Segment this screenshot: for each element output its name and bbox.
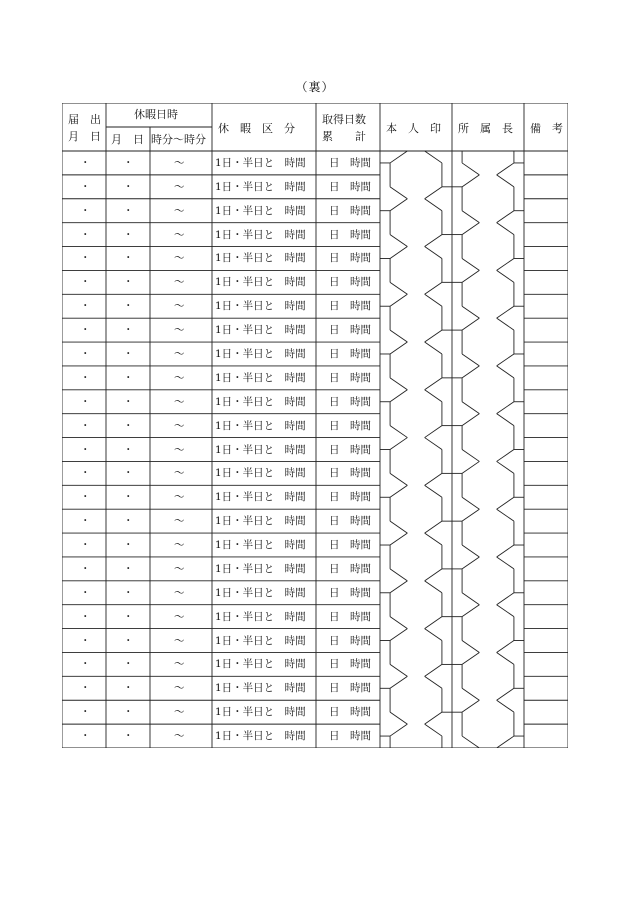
leave-type-text: 1日・半日と 時間	[215, 467, 306, 480]
cumulative-text: 日 時間	[329, 539, 371, 552]
submitted-date-dot: ・	[80, 419, 91, 432]
time-range-tilde: 〜	[174, 180, 185, 193]
time-range-tilde: 〜	[174, 252, 185, 265]
cumulative-text: 日 時間	[329, 324, 371, 337]
cumulative-text: 日 時間	[329, 443, 371, 456]
leave-type-text: 1日・半日と 時間	[215, 252, 306, 265]
seal-cell-outline	[390, 390, 407, 402]
leave-type-text: 1日・半日と 時間	[215, 515, 306, 528]
header-personal-seal: 本 人 印	[386, 122, 441, 135]
seal-cell-outline	[390, 282, 407, 294]
seal-cell-outline	[425, 294, 442, 306]
seal-cell-outline	[497, 211, 514, 223]
seal-cell-outline	[462, 736, 479, 748]
seal-cell-outline	[497, 688, 514, 700]
seal-cell-outline	[425, 151, 442, 163]
leave-date-dot: ・	[123, 347, 134, 360]
seal-cell-outline	[462, 545, 479, 557]
cumulative-text: 日 時間	[329, 730, 371, 743]
time-range-tilde: 〜	[174, 347, 185, 360]
form-grid-lines	[62, 103, 568, 748]
leave-date-dot: ・	[123, 706, 134, 719]
seal-cell-outline	[462, 354, 479, 366]
leave-type-text: 1日・半日と 時間	[215, 610, 306, 623]
leave-date-dot: ・	[123, 204, 134, 217]
seal-cell-outline	[497, 223, 514, 235]
submitted-date-dot: ・	[80, 371, 91, 384]
time-range-tilde: 〜	[174, 682, 185, 695]
cumulative-text: 日 時間	[329, 682, 371, 695]
submitted-date-dot: ・	[80, 610, 91, 623]
leave-date-dot: ・	[123, 730, 134, 743]
seal-cell-outline	[425, 282, 442, 294]
seal-cell-outline	[497, 258, 514, 270]
seal-cell-outline	[390, 438, 407, 450]
leave-type-text: 1日・半日と 時間	[215, 276, 306, 289]
seal-cell-outline	[497, 545, 514, 557]
cumulative-text: 日 時間	[329, 467, 371, 480]
seal-cell-outline	[425, 390, 442, 402]
header-leave-type: 休 暇 区 分	[218, 122, 295, 135]
time-range-tilde: 〜	[174, 586, 185, 599]
cumulative-text: 日 時間	[329, 706, 371, 719]
seal-cell-outline	[462, 414, 479, 426]
leave-date-dot: ・	[123, 180, 134, 193]
seal-cell-outline	[390, 199, 407, 211]
seal-cell-outline	[425, 199, 442, 211]
time-range-tilde: 〜	[174, 228, 185, 241]
header-cumulative-line2: 累 計	[322, 130, 366, 143]
cumulative-text: 日 時間	[329, 491, 371, 504]
seal-cell-outline	[497, 163, 514, 175]
seal-cell-outline	[390, 581, 407, 593]
time-range-tilde: 〜	[174, 610, 185, 623]
leave-date-dot: ・	[123, 443, 134, 456]
seal-cell-outline	[497, 652, 514, 664]
seal-cell-outline	[390, 187, 407, 199]
seal-cell-outline	[425, 187, 442, 199]
seal-cell-outline	[462, 557, 479, 569]
seal-cell-outline	[497, 461, 514, 473]
leave-type-text: 1日・半日と 時間	[215, 443, 306, 456]
seal-cell-outline	[425, 342, 442, 354]
submitted-date-dot: ・	[80, 682, 91, 695]
leave-date-dot: ・	[123, 395, 134, 408]
seal-cell-outline	[462, 652, 479, 664]
leave-type-text: 1日・半日と 時間	[215, 562, 306, 575]
seal-cell-outline	[462, 497, 479, 509]
seal-cell-outline	[390, 533, 407, 545]
submitted-date-dot: ・	[80, 658, 91, 671]
time-range-tilde: 〜	[174, 658, 185, 671]
leave-date-dot: ・	[123, 276, 134, 289]
header-leave-datetime: 休暇日時	[134, 108, 178, 121]
seal-cell-outline	[462, 509, 479, 521]
leave-type-text: 1日・半日と 時間	[215, 228, 306, 241]
cumulative-text: 日 時間	[329, 371, 371, 384]
seal-cell-outline	[497, 306, 514, 318]
seal-cell-outline	[497, 593, 514, 605]
seal-cell-outline	[497, 318, 514, 330]
seal-cell-outline	[462, 258, 479, 270]
seal-cell-outline	[497, 414, 514, 426]
submitted-date-dot: ・	[80, 252, 91, 265]
seal-cell-outline	[390, 676, 407, 688]
seal-cell-outline	[425, 247, 442, 259]
leave-date-dot: ・	[123, 324, 134, 337]
submitted-date-dot: ・	[80, 395, 91, 408]
leave-type-text: 1日・半日と 時間	[215, 586, 306, 599]
leave-type-text: 1日・半日と 時間	[215, 491, 306, 504]
leave-date-dot: ・	[123, 467, 134, 480]
seal-cell-outline	[462, 175, 479, 187]
submitted-date-dot: ・	[80, 706, 91, 719]
leave-type-text: 1日・半日と 時間	[215, 682, 306, 695]
time-range-tilde: 〜	[174, 276, 185, 289]
seal-cell-outline	[390, 724, 407, 736]
time-range-tilde: 〜	[174, 395, 185, 408]
leave-type-text: 1日・半日と 時間	[215, 204, 306, 217]
time-range-tilde: 〜	[174, 371, 185, 384]
submitted-date-dot: ・	[80, 300, 91, 313]
seal-cell-outline	[390, 151, 407, 163]
seal-cell-outline	[390, 247, 407, 259]
submitted-date-dot: ・	[80, 515, 91, 528]
cumulative-text: 日 時間	[329, 658, 371, 671]
seal-cell-outline	[462, 163, 479, 175]
leave-type-text: 1日・半日と 時間	[215, 371, 306, 384]
time-range-tilde: 〜	[174, 515, 185, 528]
leave-date-dot: ・	[123, 156, 134, 169]
time-range-tilde: 〜	[174, 204, 185, 217]
seal-cell-outline	[390, 378, 407, 390]
seal-cell-outline	[497, 605, 514, 617]
leave-date-dot: ・	[123, 539, 134, 552]
time-range-tilde: 〜	[174, 539, 185, 552]
leave-date-dot: ・	[123, 562, 134, 575]
seal-cell-outline	[390, 330, 407, 342]
submitted-date-dot: ・	[80, 586, 91, 599]
leave-type-text: 1日・半日と 時間	[215, 300, 306, 313]
seal-cell-outline	[462, 402, 479, 414]
submitted-date-dot: ・	[80, 347, 91, 360]
leave-date-dot: ・	[123, 300, 134, 313]
cumulative-text: 日 時間	[329, 610, 371, 623]
seal-cell-outline	[497, 366, 514, 378]
seal-cell-outline	[425, 617, 442, 629]
seal-cell-outline	[425, 629, 442, 641]
seal-cell-outline	[462, 605, 479, 617]
time-range-tilde: 〜	[174, 467, 185, 480]
leave-type-text: 1日・半日と 時間	[215, 347, 306, 360]
seal-cell-outline	[497, 497, 514, 509]
submitted-date-dot: ・	[80, 539, 91, 552]
seal-cell-outline	[425, 581, 442, 593]
seal-cell-outline	[390, 569, 407, 581]
leave-type-text: 1日・半日と 時間	[215, 539, 306, 552]
submitted-date-dot: ・	[80, 156, 91, 169]
submitted-date-dot: ・	[80, 204, 91, 217]
seal-cell-outline	[497, 402, 514, 414]
submitted-date-dot: ・	[80, 634, 91, 647]
submitted-date-dot: ・	[80, 324, 91, 337]
leave-date-dot: ・	[123, 515, 134, 528]
cumulative-text: 日 時間	[329, 300, 371, 313]
seal-cell-outline	[462, 461, 479, 473]
header-submitted-line2: 月 日	[68, 130, 101, 143]
seal-cell-outline	[462, 211, 479, 223]
seal-cell-outline	[425, 485, 442, 497]
seal-cell-outline	[497, 354, 514, 366]
submitted-date-dot: ・	[80, 730, 91, 743]
submitted-date-dot: ・	[80, 491, 91, 504]
time-range-tilde: 〜	[174, 634, 185, 647]
seal-cell-outline	[390, 235, 407, 247]
cumulative-text: 日 時間	[329, 515, 371, 528]
seal-cell-outline	[425, 438, 442, 450]
seal-cell-outline	[425, 426, 442, 438]
seal-cell-outline	[425, 676, 442, 688]
leave-type-text: 1日・半日と 時間	[215, 395, 306, 408]
time-range-tilde: 〜	[174, 300, 185, 313]
seal-cell-outline	[462, 700, 479, 712]
seal-cell-outline	[425, 473, 442, 485]
submitted-date-dot: ・	[80, 562, 91, 575]
submitted-date-dot: ・	[80, 443, 91, 456]
header-supervisor: 所 属 長	[458, 122, 513, 135]
leave-type-text: 1日・半日と 時間	[215, 658, 306, 671]
seal-cell-outline	[462, 366, 479, 378]
leave-date-dot: ・	[123, 634, 134, 647]
seal-cell-outline	[390, 294, 407, 306]
seal-cell-outline	[390, 664, 407, 676]
leave-type-text: 1日・半日と 時間	[215, 706, 306, 719]
leave-type-text: 1日・半日と 時間	[215, 634, 306, 647]
seal-cell-outline	[497, 557, 514, 569]
seal-cell-outline	[425, 569, 442, 581]
leave-type-text: 1日・半日と 時間	[215, 156, 306, 169]
seal-cell-outline	[497, 736, 514, 748]
cumulative-text: 日 時間	[329, 228, 371, 241]
seal-cell-outline	[425, 378, 442, 390]
cumulative-text: 日 時間	[329, 395, 371, 408]
cumulative-text: 日 時間	[329, 180, 371, 193]
cumulative-text: 日 時間	[329, 586, 371, 599]
seal-cell-outline	[425, 330, 442, 342]
time-range-tilde: 〜	[174, 419, 185, 432]
leave-date-dot: ・	[123, 491, 134, 504]
seal-cell-outline	[497, 700, 514, 712]
header-remarks: 備 考	[530, 122, 563, 135]
seal-cell-outline	[497, 509, 514, 521]
leave-date-dot: ・	[123, 610, 134, 623]
leave-date-dot: ・	[123, 228, 134, 241]
leave-date-dot: ・	[123, 419, 134, 432]
time-range-tilde: 〜	[174, 730, 185, 743]
leave-type-text: 1日・半日と 時間	[215, 730, 306, 743]
time-range-tilde: 〜	[174, 443, 185, 456]
time-range-tilde: 〜	[174, 156, 185, 169]
leave-date-dot: ・	[123, 586, 134, 599]
seal-cell-outline	[390, 712, 407, 724]
cumulative-text: 日 時間	[329, 419, 371, 432]
seal-cell-outline	[462, 450, 479, 462]
seal-cell-outline	[425, 533, 442, 545]
seal-cell-outline	[390, 629, 407, 641]
seal-cell-outline	[462, 306, 479, 318]
seal-cell-outline	[390, 617, 407, 629]
cumulative-text: 日 時間	[329, 252, 371, 265]
seal-cell-outline	[390, 342, 407, 354]
seal-cell-outline	[425, 235, 442, 247]
seal-cell-outline	[462, 593, 479, 605]
seal-cell-outline	[390, 485, 407, 497]
cumulative-text: 日 時間	[329, 156, 371, 169]
time-range-tilde: 〜	[174, 324, 185, 337]
time-range-tilde: 〜	[174, 706, 185, 719]
seal-cell-outline	[497, 641, 514, 653]
cumulative-text: 日 時間	[329, 276, 371, 289]
seal-cell-outline	[425, 521, 442, 533]
cumulative-text: 日 時間	[329, 634, 371, 647]
cumulative-text: 日 時間	[329, 204, 371, 217]
seal-cell-outline	[425, 724, 442, 736]
header-month-day: 月 日	[111, 133, 144, 146]
header-time-range: 時分〜時分	[151, 133, 206, 146]
seal-cell-outline	[462, 318, 479, 330]
submitted-date-dot: ・	[80, 276, 91, 289]
header-cumulative-line1: 取得日数	[322, 113, 366, 126]
seal-cell-outline	[390, 521, 407, 533]
leave-type-text: 1日・半日と 時間	[215, 419, 306, 432]
leave-type-text: 1日・半日と 時間	[215, 324, 306, 337]
seal-cell-outline	[497, 450, 514, 462]
page-title: （裏）	[295, 80, 335, 94]
leave-date-dot: ・	[123, 252, 134, 265]
seal-cell-outline	[390, 473, 407, 485]
leave-date-dot: ・	[123, 682, 134, 695]
leave-type-text: 1日・半日と 時間	[215, 180, 306, 193]
submitted-date-dot: ・	[80, 467, 91, 480]
seal-cell-outline	[425, 712, 442, 724]
seal-cell-outline	[390, 426, 407, 438]
seal-cell-outline	[497, 175, 514, 187]
cumulative-text: 日 時間	[329, 562, 371, 575]
seal-cell-outline	[462, 270, 479, 282]
seal-cell-outline	[425, 664, 442, 676]
leave-date-dot: ・	[123, 371, 134, 384]
submitted-date-dot: ・	[80, 180, 91, 193]
header-submitted-line1: 届 出	[68, 113, 101, 126]
seal-cell-outline	[497, 270, 514, 282]
leave-date-dot: ・	[123, 658, 134, 671]
time-range-tilde: 〜	[174, 491, 185, 504]
time-range-tilde: 〜	[174, 562, 185, 575]
leave-record-sheet	[62, 103, 568, 748]
cumulative-text: 日 時間	[329, 347, 371, 360]
submitted-date-dot: ・	[80, 228, 91, 241]
seal-cell-outline	[462, 641, 479, 653]
seal-cell-outline	[462, 223, 479, 235]
seal-cell-outline	[462, 688, 479, 700]
